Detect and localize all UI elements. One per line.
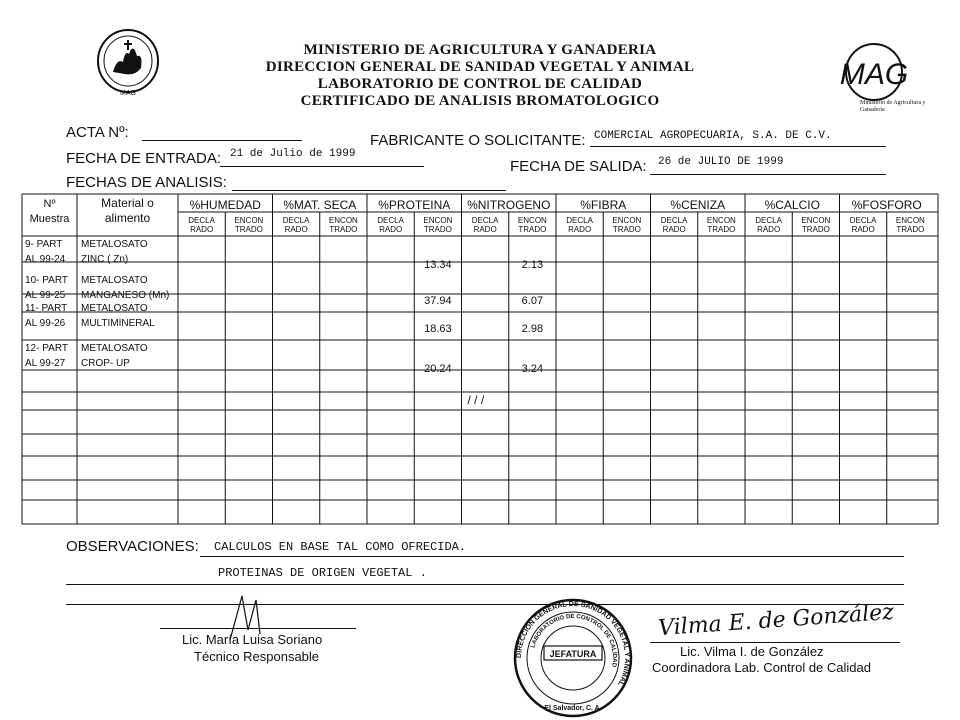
header-declarado: DECLA xyxy=(188,216,215,225)
fecha-entrada-value: 21 de Julio de 1999 xyxy=(230,148,356,160)
header-encontrado: TRADO xyxy=(518,225,547,234)
header-declarado: RADO xyxy=(379,225,403,234)
fechas-analisis-label: FECHAS DE ANALISIS: xyxy=(66,174,227,191)
header-declarado: RADO xyxy=(190,225,214,234)
header-group-1: %MAT. SECA xyxy=(283,198,357,212)
stamp-ring-text-top: DIRECCION GENERAL DE SANIDAD VEGETAL Y ANIMAL xyxy=(515,600,631,687)
observaciones-rule3 xyxy=(66,604,904,605)
cell-muestra: AL 99-25 xyxy=(25,290,66,301)
header-encontrado: TRADO xyxy=(423,225,452,234)
header-declarado: RADO xyxy=(568,225,592,234)
header-encontrado: TRADO xyxy=(234,225,263,234)
header-muestra-n: Nº xyxy=(43,198,56,210)
cell-marks: / / / xyxy=(467,393,485,407)
header-encontrado: ENCON xyxy=(328,216,358,225)
header-ministry: MINISTERIO DE AGRICULTURA Y GANADERIA xyxy=(303,42,657,58)
fecha-entrada-label: FECHA DE ENTRADA: xyxy=(66,150,222,167)
header-declarado: DECLA xyxy=(282,216,310,225)
cell-proteina-encontrado: 20.24 xyxy=(424,363,452,375)
header-declarado: DECLA xyxy=(377,216,404,225)
observaciones-label: OBSERVACIONES: xyxy=(66,538,199,555)
cell-muestra: AL 99-24 xyxy=(25,254,66,265)
observaciones-line1: CALCULOS EN BASE TAL COMO OFRECIDA. xyxy=(214,540,467,554)
header-encontrado: TRADO xyxy=(896,225,925,234)
header-group-0: %HUMEDAD xyxy=(189,198,261,212)
header-group-7: %FOSFORO xyxy=(851,198,922,212)
cell-material: METALOSATO xyxy=(81,343,148,354)
right-signatory-name: Lic. Vilma I. de González xyxy=(680,644,824,659)
cell-nitrogeno-encontrado: 2.98 xyxy=(521,323,544,335)
header-material: Material o xyxy=(101,196,154,210)
left-seal-text: MAG xyxy=(120,90,136,97)
cell-muestra: AL 99-27 xyxy=(25,358,66,369)
header-group-6: %CALCIO xyxy=(764,198,820,212)
cell-nitrogeno-encontrado: 3.24 xyxy=(521,363,544,375)
acta-label: ACTA Nº: xyxy=(66,124,129,141)
right-handwritten-signature: Vilma E. de González xyxy=(657,599,895,642)
header-declarado: RADO xyxy=(757,225,781,234)
header-encontrado: TRADO xyxy=(801,225,830,234)
right-signature-line xyxy=(650,642,900,643)
header-encontrado: TRADO xyxy=(329,225,358,234)
header-certificate: CERTIFICADO DE ANALISIS BROMATOLOGICO xyxy=(300,93,660,109)
header-encontrado: ENCON xyxy=(706,216,736,225)
header-encontrado: TRADO xyxy=(707,225,736,234)
left-signatory-title: Técnico Responsable xyxy=(194,649,320,664)
cell-proteina-encontrado: 18.63 xyxy=(424,323,452,335)
right-signatory-title: Coordinadora Lab. Control de Calidad xyxy=(652,660,871,675)
header-declarado: RADO xyxy=(284,225,308,234)
cell-muestra: AL 99-26 xyxy=(25,318,66,329)
header-encontrado: ENCON xyxy=(801,216,831,225)
observaciones-rule2 xyxy=(66,584,904,585)
header-declarado: DECLA xyxy=(849,216,877,225)
fecha-salida-value: 26 de JULIO DE 1999 xyxy=(658,156,784,168)
cell-material: METALOSATO xyxy=(81,303,148,314)
header-declarado: RADO xyxy=(662,225,686,234)
left-signature-line xyxy=(160,628,356,629)
header-declarado: DECLA xyxy=(471,216,499,225)
stamp-ring-text-bottom: El Salvador, C. A. xyxy=(544,705,602,712)
header-declarado: DECLA xyxy=(755,216,782,225)
cell-muestra: 10- PART xyxy=(25,275,68,286)
cell-material: METALOSATO xyxy=(81,275,148,286)
cell-muestra: 12- PART xyxy=(25,343,68,354)
cell-material: ZINC ( Zn) xyxy=(81,254,129,265)
fecha-salida-label: FECHA DE SALIDA: xyxy=(510,158,647,175)
header-encontrado: TRADO xyxy=(612,225,641,234)
fabricante-value: COMERCIAL AGROPECUARIA, S.A. DE C.V. xyxy=(594,130,832,142)
cell-muestra: 9- PART xyxy=(25,239,63,250)
observaciones-rule1 xyxy=(200,556,904,557)
header-declarado: RADO xyxy=(473,225,497,234)
cell-material: MULTIMINERAL xyxy=(81,318,155,329)
cell-material: MANGANESO (Mn) xyxy=(81,290,170,301)
official-stamp xyxy=(508,598,638,718)
header-group-3: %NITROGENO xyxy=(467,198,551,212)
header-muestra: Muestra xyxy=(29,213,70,225)
header-group-2: %PROTEINA xyxy=(378,198,451,212)
header-encontrado: ENCON xyxy=(612,216,642,225)
header-declarado: DECLA xyxy=(660,216,688,225)
cell-proteina-encontrado: 13.34 xyxy=(424,259,452,271)
cell-muestra: 11- PART xyxy=(25,303,68,314)
stamp-ring-text-inner: LABORATORIO DE CONTROL DE CALIDAD xyxy=(530,613,618,668)
header-encontrado: ENCON xyxy=(517,216,547,225)
cell-material: METALOSATO xyxy=(81,239,148,250)
header-declarado: RADO xyxy=(851,225,875,234)
cell-nitrogeno-encontrado: 6.07 xyxy=(521,295,544,307)
cell-material: CROP- UP xyxy=(81,358,130,369)
stamp-center-text: JEFATURA xyxy=(549,649,597,659)
left-signatory-name: Lic. María Luisa Soriano xyxy=(182,632,323,647)
mag-logo-caption: Ministerio de Agricultura y Ganadería xyxy=(860,100,926,113)
header-lab: LABORATORIO DE CONTROL DE CALIDAD xyxy=(317,76,643,92)
cell-proteina-encontrado: 37.94 xyxy=(424,295,452,307)
fabricante-label: FABRICANTE O SOLICITANTE: xyxy=(370,132,586,149)
header-encontrado: ENCON xyxy=(895,216,925,225)
header-encontrado: ENCON xyxy=(423,216,453,225)
cell-nitrogeno-encontrado: 2.13 xyxy=(521,259,544,271)
header-direction: DIRECCION GENERAL DE SANIDAD VEGETAL Y ANIMAL xyxy=(265,59,695,75)
header-declarado: DECLA xyxy=(566,216,593,225)
header-alimento: alimento xyxy=(104,211,151,225)
header-group-5: %CENIZA xyxy=(670,198,726,212)
observaciones-line2: PROTEINAS DE ORIGEN VEGETAL . xyxy=(218,566,427,580)
header-encontrado: ENCON xyxy=(234,216,264,225)
mag-logo-letters: MAG xyxy=(840,58,909,91)
header-group-4: %FIBRA xyxy=(580,198,627,212)
